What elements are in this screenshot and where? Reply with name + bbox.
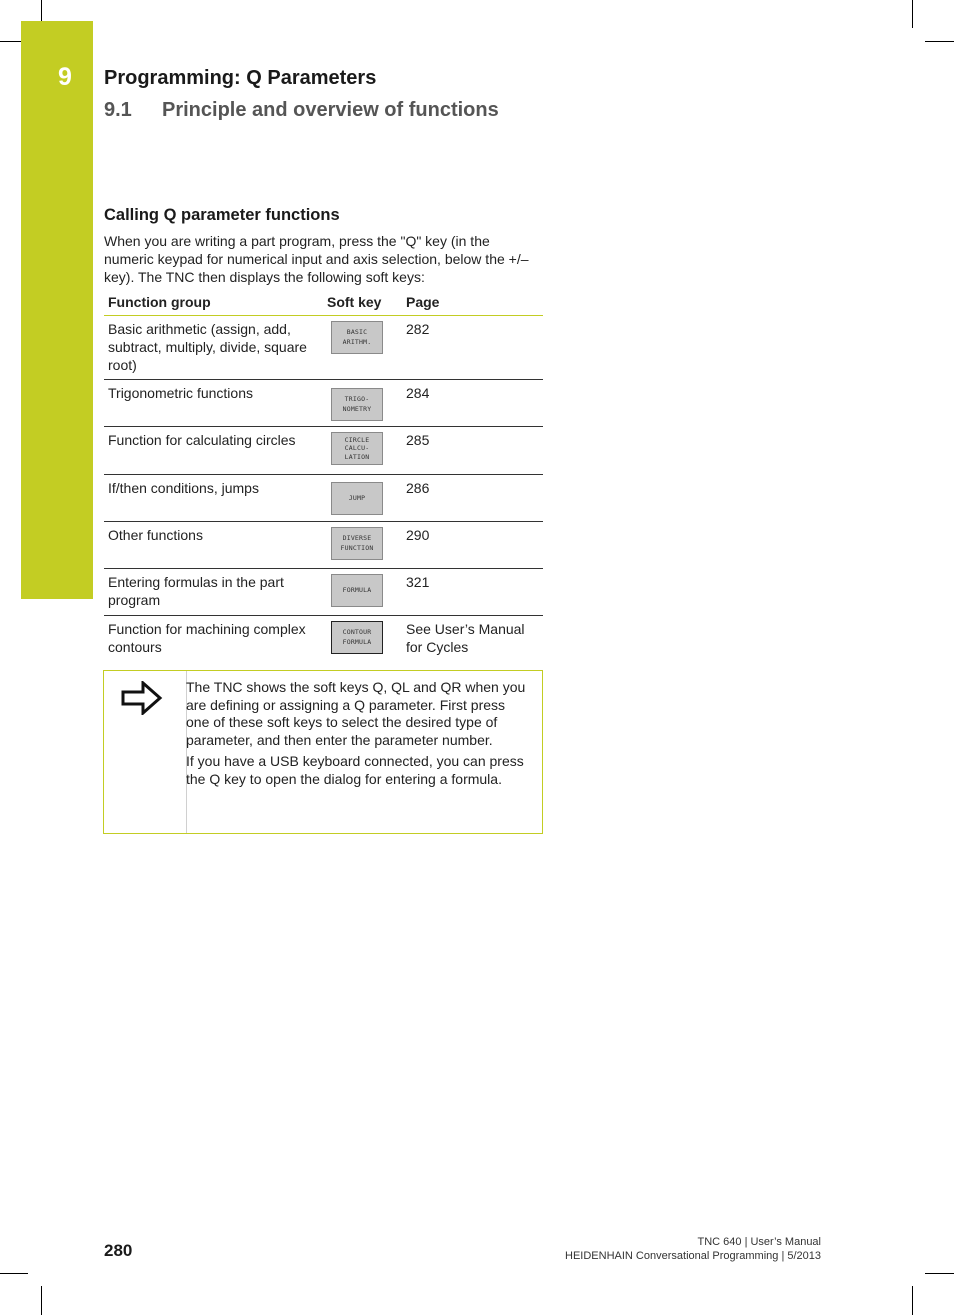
softkey-trigonometry[interactable]: TRIGO- NOMETRY (331, 388, 383, 421)
table-row (104, 616, 543, 663)
function-group-cell: Other functions (104, 522, 323, 569)
function-group-cell: If/then conditions, jumps (104, 475, 323, 522)
function-table (104, 290, 543, 663)
table-row (104, 569, 543, 616)
softkey-jump[interactable]: JUMP (331, 482, 383, 515)
footer-line-publisher: HEIDENHAIN Conversational Programming | 5/2013 (565, 1250, 821, 1262)
page-cell: 284 (402, 380, 543, 427)
function-group-cell: Basic arithmetic (assign, add, subtract, multiply, divide, square root) (104, 316, 323, 380)
crop-mark (925, 1273, 954, 1274)
chapter-tab (21, 21, 93, 599)
arrow-right-icon (121, 681, 163, 720)
softkey-formula[interactable]: FORMULA (331, 574, 383, 607)
crop-mark (41, 1286, 42, 1315)
crop-mark (0, 1273, 28, 1274)
table-row (104, 427, 543, 475)
subsection-heading: Calling Q parameter functions (104, 206, 340, 224)
page-cell: 321 (402, 569, 543, 616)
function-group-cell: Function for machining complex contours (108, 621, 306, 655)
chapter-title: Programming: Q Parameters (104, 67, 377, 89)
note-box (103, 670, 543, 834)
softkey-contour-formula[interactable]: CONTOUR FORMULA (331, 621, 383, 654)
table-row (104, 316, 543, 380)
intro-paragraph: When you are writing a part program, press the "Q" key (in the numeric keypad for numerical input and axis selection, below the +/– key). The TNC then displays the following soft keys: (104, 233, 529, 285)
crop-mark (912, 0, 913, 28)
crop-mark (912, 1286, 913, 1315)
page-cell: 285 (402, 427, 543, 475)
note-paragraph: If you have a USB keyboard connected, you can press the Q key to open the dialog for entering a formula. (186, 753, 524, 787)
function-group-cell: Function for calculating circles (104, 427, 323, 475)
page-cell: 290 (402, 522, 543, 569)
page-cell: See User’s Manual for Cycles (406, 621, 525, 655)
page-number: 280 (104, 1241, 133, 1260)
column-header-function-group: Function group (104, 290, 323, 316)
note-text (186, 679, 526, 793)
section-number: 9.1 (104, 99, 132, 121)
section-title: Principle and overview of functions (162, 99, 499, 121)
note-paragraph: The TNC shows the soft keys Q, QL and QR when you are defining or assigning a Q parameter. First press one of these soft keys to select the desired type of parameter, and then enter the parameter number. (186, 679, 526, 748)
footer-line-manual: TNC 640 | User’s Manual (697, 1236, 821, 1248)
function-group-cell: Trigonometric functions (104, 380, 323, 427)
table-row (104, 522, 543, 569)
softkey-circle-calculation[interactable]: CIRCLE CALCU- LATION (331, 432, 383, 465)
crop-mark (925, 41, 954, 42)
column-header-soft-key: Soft key (323, 290, 402, 316)
crop-mark (0, 41, 21, 42)
softkey-basic-arithm[interactable]: BASIC ARITHM. (331, 321, 383, 354)
function-group-cell: Entering formulas in the part program (104, 569, 323, 616)
page-cell: 286 (402, 475, 543, 522)
table-header-row (104, 290, 543, 316)
footer (565, 1235, 821, 1263)
softkey-diverse-function[interactable]: DIVERSE FUNCTION (331, 527, 383, 560)
page-cell: 282 (402, 316, 543, 380)
table-row (104, 380, 543, 427)
table-row (104, 475, 543, 522)
chapter-number: 9 (58, 63, 72, 91)
column-header-page: Page (402, 290, 543, 316)
